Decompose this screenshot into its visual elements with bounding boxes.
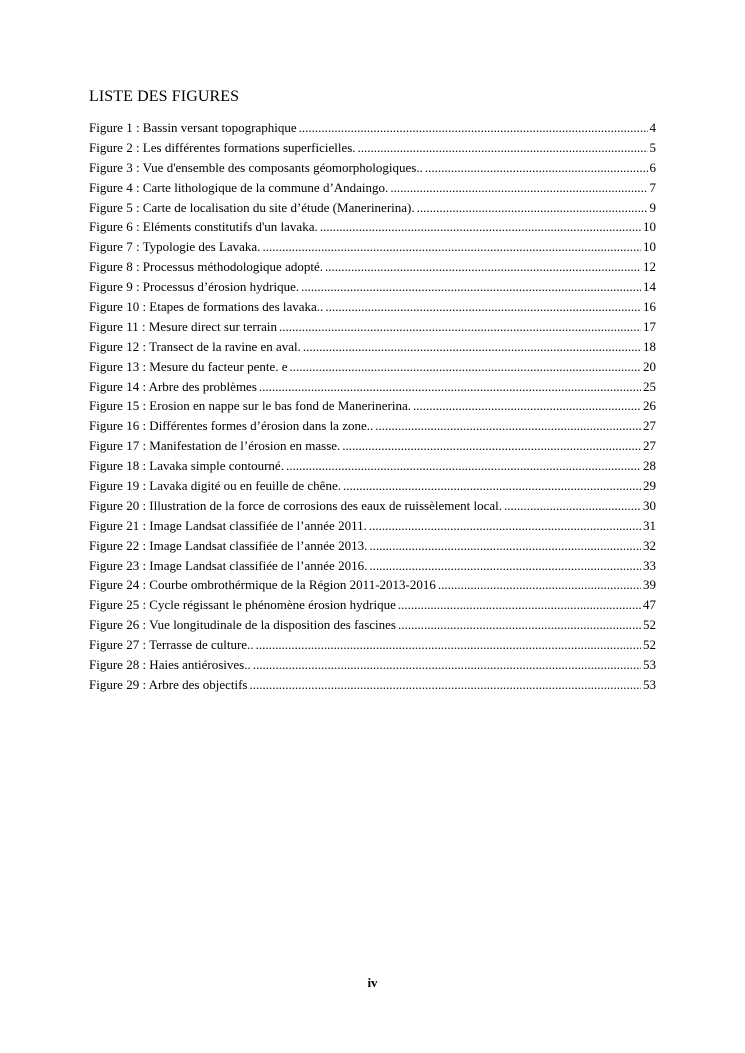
toc-entry[interactable] [89,297,656,317]
toc-entry[interactable] [89,198,656,218]
toc-entry-page: 4 [649,120,656,135]
dot-leader [256,635,641,655]
toc-entry-label: Figure 2 : Les différentes formations superficielles. [89,139,356,155]
toc-entry-page: 25 [643,378,656,394]
toc-entry[interactable] [89,615,656,635]
toc-entry-label: Figure 12 : Transect de la ravine en aval. [89,338,301,354]
toc-entry-page: 47 [643,597,656,613]
dot-leader [398,595,641,615]
toc-entry-page: 27 [643,438,656,454]
toc-entry-page: 39 [643,577,656,593]
toc-entry[interactable] [89,575,656,595]
dot-leader [390,178,647,198]
toc-entry[interactable] [89,516,656,536]
dot-leader [375,416,641,436]
dot-leader [303,337,641,357]
toc-entry-label: Figure 24 : Courbe ombrothérmique de la Région 2011-2013-2016 [89,577,436,593]
toc-entry-label: Figure 27 : Terrasse de culture.. [89,637,254,653]
toc-entry[interactable] [89,237,656,257]
toc-entry-label: Figure 21 : Image Landsat classifiée de l’année 2011. [89,517,367,533]
toc-entry-label: Figure 5 : Carte de localisation du site d’étude (Manerinerina). [89,199,415,215]
toc-entry-label: Figure 22 : Image Landsat classifiée de l’année 2013. [89,537,368,553]
toc-entry[interactable] [89,317,656,337]
toc-entry-page: 5 [649,139,656,155]
toc-entry-label: Figure 7 : Typologie des Lavaka. [89,239,261,255]
toc-entry-label: Figure 15 : Erosion en nappe sur le bas fond de Manerinerina. [89,398,412,414]
toc-entry[interactable] [89,536,656,556]
toc-entry-page: 10 [643,219,656,235]
dot-leader [259,377,641,397]
toc-entry[interactable] [89,416,656,436]
toc-entry[interactable] [89,217,656,237]
toc-entry-label: Figure 4 : Carte lithologique de la commune d’Andaingo. [89,179,389,195]
dot-leader [438,575,641,595]
toc-entry-page: 52 [643,617,656,633]
toc-entry[interactable] [89,277,656,297]
toc-entry-page: 16 [643,299,656,315]
toc-entry-page: 6 [649,159,656,175]
toc-entry[interactable] [89,556,656,576]
toc-entry-label: Figure 17 : Manifestation de l’érosion en masse. [89,438,341,454]
toc-entry-page: 32 [643,537,656,553]
dot-leader [286,456,641,476]
toc-entry-label: Figure 28 : Haies antiérosives.. [89,657,251,673]
toc-entry[interactable] [89,496,656,516]
toc-entry-label: Figure 18 : Lavaka simple contourné. [89,458,284,474]
toc-entry[interactable] [89,396,656,416]
toc-entry-page: 14 [643,279,656,295]
toc-entry-page: 12 [643,259,656,275]
toc-entry-page: 27 [643,418,656,434]
toc-entry-label: Figure 26 : Vue longitudinale de la disposition des fascines [89,617,396,633]
toc-entry-label: Figure 10 : Etapes de formations des lavaka.. [89,299,324,315]
toc-entry[interactable] [89,595,656,615]
toc-entry-label: Figure 14 : Arbre des problèmes [89,378,257,394]
dot-leader [320,217,641,237]
dot-leader [398,615,641,635]
dot-leader [279,317,641,337]
toc-entry[interactable] [89,655,656,675]
dot-leader [253,655,641,675]
dot-leader [417,198,648,218]
page-number: iv [367,975,378,990]
toc-entry[interactable] [89,456,656,476]
dot-leader [425,158,648,178]
toc-entry-page: 53 [643,657,656,673]
toc-entry[interactable] [89,138,656,158]
page-title: LISTE DES FIGURES [89,88,240,105]
toc-entry-label: Figure 8 : Processus méthodologique adopté. [89,259,323,275]
dot-leader [369,556,641,576]
dot-leader [369,516,641,536]
toc-entry-label: Figure 20 : Illustration de la force de corrosions des eaux de ruissèlement local. [89,497,502,513]
toc-entry-page: 20 [643,358,656,374]
toc-entry-label: Figure 16 : Différentes formes d’érosion dans la zone.. [89,418,374,434]
toc-entry-page: 17 [643,318,656,334]
toc-entry-label: Figure 1 : Bassin versant topographique [89,120,297,135]
toc-entry[interactable] [89,476,656,496]
toc-entry-label: Figure 13 : Mesure du facteur pente. e [89,358,288,374]
toc-entry-page: 29 [643,478,656,494]
toc-entry-page: 28 [643,458,656,474]
dot-leader [343,476,641,496]
toc-entry[interactable] [89,635,656,655]
toc-entry-label: Figure 9 : Processus d’érosion hydrique. [89,279,300,295]
toc-entry-page: 10 [643,239,656,255]
dot-leader [325,257,641,277]
toc-entry-label: Figure 25 : Cycle régissant le phénomène érosion hydrique [89,597,396,613]
dot-leader [413,396,641,416]
toc-entry[interactable] [89,675,656,695]
toc-entry-label: Figure 29 : Arbre des objectifs [89,676,248,692]
toc-entry-page: 31 [643,517,656,533]
toc-entry-label: Figure 19 : Lavaka digité ou en feuille de chêne. [89,478,341,494]
list-of-figures [89,118,656,695]
dot-leader [290,357,641,377]
toc-entry[interactable] [89,158,656,178]
toc-entry-label: Figure 6 : Eléments constitutifs d'un lavaka. [89,219,318,235]
dot-leader [342,436,641,456]
toc-entry-page: 52 [643,637,656,653]
dot-leader [250,675,642,695]
dot-leader [325,297,641,317]
toc-entry-page: 30 [643,497,656,513]
toc-entry[interactable] [89,337,656,357]
toc-entry-page: 7 [649,179,656,195]
toc-entry-page: 26 [643,398,656,414]
toc-entry-label: Figure 3 : Vue d'ensemble des composants géomorphologiques.. [89,159,423,175]
toc-entry[interactable] [89,257,656,277]
toc-entry-page: 33 [643,557,656,573]
dot-leader [262,237,641,257]
dot-leader [358,138,648,158]
dot-leader [301,277,641,297]
toc-entry[interactable] [89,357,656,377]
toc-entry[interactable] [89,118,656,138]
dot-leader [504,496,641,516]
dot-leader [299,118,648,138]
toc-entry-page: 18 [643,338,656,354]
toc-entry[interactable] [89,178,656,198]
toc-entry-label: Figure 23 : Image Landsat classifiée de l’année 2016. [89,557,368,573]
toc-entry-page: 9 [649,199,656,215]
toc-entry-page: 53 [643,676,656,692]
toc-entry-label: Figure 11 : Mesure direct sur terrain [89,318,277,334]
toc-entry[interactable] [89,436,656,456]
toc-entry[interactable] [89,377,656,397]
dot-leader [369,536,641,556]
